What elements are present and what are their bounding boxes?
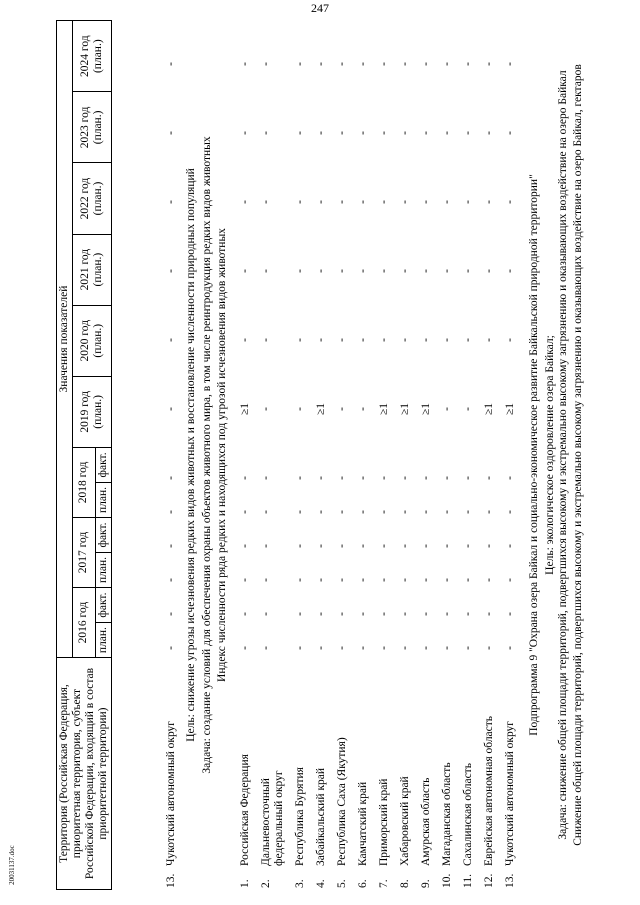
table-row bbox=[333, 20, 354, 890]
row-number: 13. bbox=[503, 873, 516, 888]
value-cell: - bbox=[165, 269, 177, 273]
table-row bbox=[162, 20, 183, 890]
value-cell: - bbox=[335, 338, 348, 342]
value-cell: - bbox=[314, 646, 327, 650]
row-territory: Магаданская область bbox=[440, 762, 453, 866]
table-row bbox=[480, 20, 501, 890]
year-header-2023: 2023 год (план.) bbox=[72, 92, 111, 163]
row-number: 7. bbox=[377, 879, 390, 888]
value-cell: - bbox=[165, 578, 177, 582]
value-cell: - bbox=[293, 646, 306, 650]
row-territory: Приморский край bbox=[377, 778, 390, 866]
goal-line: Цель: снижение угрозы исчезновения редких видов животных и восстановление численности природных популяций bbox=[185, 168, 197, 742]
value-cell: - bbox=[461, 578, 474, 582]
value-cell: - bbox=[314, 62, 327, 66]
value-cell: - bbox=[259, 578, 272, 582]
value-cell: ≥1 bbox=[482, 402, 495, 416]
value-cell: - bbox=[419, 200, 432, 204]
value-cell: - bbox=[356, 131, 369, 135]
value-cell: - bbox=[356, 510, 369, 514]
value-cell: - bbox=[314, 200, 327, 204]
value-cell: - bbox=[461, 131, 474, 135]
value-cell: - bbox=[259, 612, 272, 616]
value-cell: - bbox=[377, 269, 390, 273]
row-territory: Чукотский автономный округ bbox=[165, 720, 177, 866]
value-cell: - bbox=[335, 131, 348, 135]
goal2-line: Цель: экологическое оздоровление озера Байкал; bbox=[543, 335, 556, 575]
value-cell: - bbox=[398, 200, 411, 204]
value-cell: - bbox=[419, 646, 432, 650]
row-number: 11. bbox=[461, 874, 474, 888]
value-cell: - bbox=[259, 476, 272, 480]
value-cell: - bbox=[503, 476, 516, 480]
value-cell: - bbox=[398, 510, 411, 514]
row-number: 2. bbox=[259, 879, 272, 888]
value-cell: - bbox=[377, 476, 390, 480]
value-cell: - bbox=[238, 269, 251, 273]
value-cell: - bbox=[419, 338, 432, 342]
value-cell: - bbox=[238, 62, 251, 66]
row-territory: Хабаровский край bbox=[398, 776, 411, 866]
table-row bbox=[459, 20, 480, 890]
year-header-2016: 2016 год bbox=[72, 588, 95, 658]
value-cell: - bbox=[440, 62, 453, 66]
value-cell: - bbox=[314, 269, 327, 273]
row-number: 9. bbox=[419, 879, 432, 888]
row-number: 8. bbox=[398, 879, 411, 888]
value-cell: - bbox=[238, 476, 251, 480]
value-cell: - bbox=[398, 338, 411, 342]
row-territory: Чукотский автономный округ bbox=[503, 720, 516, 866]
value-cell: - bbox=[259, 269, 272, 273]
value-cell: - bbox=[356, 269, 369, 273]
value-cell: - bbox=[398, 269, 411, 273]
page-number: 247 bbox=[311, 1, 329, 15]
value-cell: - bbox=[440, 476, 453, 480]
value-cell: - bbox=[482, 338, 495, 342]
value-cell: ≥1 bbox=[377, 402, 390, 416]
year-header-2017: 2017 год bbox=[72, 517, 95, 587]
table-row bbox=[257, 20, 291, 890]
value-cell: - bbox=[482, 544, 495, 548]
value-cell: - bbox=[293, 578, 306, 582]
value-cell: - bbox=[293, 476, 306, 480]
task-line: Задача: создание условий для обеспечения охраны объектов животного мира, в том числе реинтродукция редких видов животных bbox=[200, 136, 213, 774]
value-cell: - bbox=[377, 62, 390, 66]
value-cell: - bbox=[335, 200, 348, 204]
value-cell: - bbox=[377, 612, 390, 616]
value-cell: - bbox=[503, 200, 516, 204]
value-cell: - bbox=[238, 131, 251, 135]
value-cell: - bbox=[165, 338, 177, 342]
value-cell: - bbox=[238, 510, 251, 514]
value-cell: - bbox=[356, 476, 369, 480]
value-cell: - bbox=[419, 476, 432, 480]
value-cell: - bbox=[503, 578, 516, 582]
value-cell: ≥1 bbox=[238, 402, 251, 416]
value-cell: - bbox=[335, 646, 348, 650]
table-row bbox=[312, 20, 333, 890]
value-cell: - bbox=[259, 407, 272, 411]
value-cell: - bbox=[356, 200, 369, 204]
value-cell: - bbox=[419, 612, 432, 616]
value-cell: - bbox=[503, 131, 516, 135]
row-territory: Российская Федерация bbox=[238, 754, 251, 866]
plan-header: план. bbox=[95, 482, 111, 517]
fact-header: факт. bbox=[95, 588, 111, 623]
value-cell: - bbox=[165, 510, 177, 514]
value-cell: - bbox=[398, 646, 411, 650]
table-row bbox=[354, 20, 375, 890]
value-cell: - bbox=[503, 544, 516, 548]
row-territory: Дальневосточный федеральный округ bbox=[259, 770, 285, 866]
value-cell: - bbox=[440, 612, 453, 616]
value-cell: - bbox=[503, 338, 516, 342]
value-cell: - bbox=[377, 578, 390, 582]
value-cell: - bbox=[238, 646, 251, 650]
rotated-table-area bbox=[56, 20, 628, 890]
value-cell: - bbox=[356, 544, 369, 548]
value-cell: - bbox=[335, 578, 348, 582]
value-cell: - bbox=[377, 338, 390, 342]
year-header-2019: 2019 год (план.) bbox=[72, 376, 111, 447]
value-cell: - bbox=[314, 578, 327, 582]
value-cell: - bbox=[165, 62, 177, 66]
value-cell: - bbox=[482, 131, 495, 135]
value-cell: - bbox=[165, 544, 177, 548]
value-cell: - bbox=[259, 200, 272, 204]
year-header-2024: 2024 год (план.) bbox=[72, 21, 111, 92]
fact-header: факт. bbox=[95, 517, 111, 552]
value-cell: - bbox=[398, 476, 411, 480]
value-cell: - bbox=[419, 269, 432, 273]
value-cell: - bbox=[259, 131, 272, 135]
row-number: 6. bbox=[356, 879, 369, 888]
value-cell: - bbox=[293, 200, 306, 204]
value-cell: - bbox=[503, 269, 516, 273]
row-number: 10. bbox=[440, 873, 453, 888]
year-header-2020: 2020 год (план.) bbox=[72, 305, 111, 376]
row-number: 1. bbox=[238, 879, 251, 888]
value-cell: - bbox=[356, 338, 369, 342]
value-cell: - bbox=[293, 131, 306, 135]
value-cell: - bbox=[482, 200, 495, 204]
value-cell: - bbox=[377, 200, 390, 204]
value-cell: - bbox=[314, 476, 327, 480]
value-cell: - bbox=[293, 62, 306, 66]
value-cell: - bbox=[356, 612, 369, 616]
value-cell: - bbox=[440, 200, 453, 204]
value-cell: - bbox=[440, 269, 453, 273]
value-cell: - bbox=[165, 200, 177, 204]
value-cell: - bbox=[398, 612, 411, 616]
value-cell: - bbox=[419, 578, 432, 582]
value-cell: - bbox=[238, 544, 251, 548]
table-row bbox=[375, 20, 396, 890]
value-cell: - bbox=[440, 407, 453, 411]
row-number: 13. bbox=[165, 873, 177, 888]
value-cell: - bbox=[165, 646, 177, 650]
value-cell: - bbox=[377, 510, 390, 514]
value-cell: - bbox=[165, 131, 177, 135]
row-territory: Сахалинская область bbox=[461, 763, 474, 866]
value-cell: - bbox=[398, 131, 411, 135]
index-title: Индекс численности ряда редких и находящихся под угрозой исчезновения видов животных bbox=[216, 228, 229, 682]
table-body bbox=[162, 20, 586, 890]
row-territory: Камчатский край bbox=[356, 781, 369, 866]
table-row bbox=[417, 20, 438, 890]
value-cell: - bbox=[356, 578, 369, 582]
row-territory: Республика Бурятия bbox=[293, 767, 306, 866]
row-territory: Забайкальский край bbox=[314, 767, 327, 866]
row-number: 3. bbox=[293, 879, 306, 888]
value-cell: - bbox=[356, 62, 369, 66]
value-cell: - bbox=[482, 612, 495, 616]
value-cell: - bbox=[461, 269, 474, 273]
value-cell: - bbox=[335, 269, 348, 273]
value-cell: - bbox=[335, 476, 348, 480]
value-cell: - bbox=[259, 510, 272, 514]
year-header-2021: 2021 год (план.) bbox=[72, 234, 111, 305]
value-cell: - bbox=[503, 646, 516, 650]
value-cell: - bbox=[335, 544, 348, 548]
value-cell: - bbox=[482, 62, 495, 66]
value-cell: - bbox=[461, 510, 474, 514]
value-cell: - bbox=[440, 510, 453, 514]
plan-header: план. bbox=[95, 553, 111, 588]
value-cell: - bbox=[461, 476, 474, 480]
table-row bbox=[291, 20, 312, 890]
value-cell: - bbox=[356, 407, 369, 411]
value-cell: ≥1 bbox=[398, 402, 411, 416]
value-cell: - bbox=[461, 407, 474, 411]
value-cell: - bbox=[165, 407, 177, 411]
value-cell: - bbox=[482, 476, 495, 480]
row-territory: Еврейская автономная область bbox=[482, 715, 495, 866]
row-number: 5. bbox=[335, 879, 348, 888]
year-header-2018: 2018 год bbox=[72, 447, 95, 517]
value-cell: - bbox=[293, 338, 306, 342]
value-cell: - bbox=[482, 510, 495, 514]
value-cell: - bbox=[440, 578, 453, 582]
value-cell: - bbox=[419, 510, 432, 514]
value-cell: - bbox=[259, 646, 272, 650]
value-cell: - bbox=[398, 544, 411, 548]
subprogram-title: Подпрограмма 9 "Охрана озера Байкал и социально-экономическое развитие Байкальской природной территории" bbox=[527, 174, 540, 736]
value-cell: - bbox=[238, 612, 251, 616]
table-row bbox=[396, 20, 417, 890]
value-cell: - bbox=[377, 544, 390, 548]
value-cell: - bbox=[482, 646, 495, 650]
value-cell: - bbox=[314, 131, 327, 135]
value-cell: - bbox=[293, 407, 306, 411]
value-cell: - bbox=[503, 62, 516, 66]
fact-header: факт. bbox=[95, 447, 111, 482]
value-cell: - bbox=[503, 612, 516, 616]
task2-line: Задача: снижение общей площади территорий, подвергшихся высокому и экстремально высокому загрязнению и оказывающих воздействие на озеро Байкал bbox=[557, 70, 570, 840]
value-cell: - bbox=[419, 544, 432, 548]
indicator2-title: Снижение общей площади территорий, подвергшихся высокому и экстремально высокому загрязнению и оказывающих воздействие на озеро Байкал, гектаров bbox=[571, 64, 584, 846]
table-row bbox=[236, 20, 257, 890]
row-number: 4. bbox=[314, 879, 327, 888]
value-cell: - bbox=[440, 338, 453, 342]
value-cell: - bbox=[293, 612, 306, 616]
value-cell: - bbox=[398, 62, 411, 66]
values-header: Значения показателей bbox=[57, 21, 73, 658]
value-cell: - bbox=[314, 510, 327, 514]
value-cell: - bbox=[482, 269, 495, 273]
value-cell: - bbox=[293, 544, 306, 548]
table-row bbox=[438, 20, 459, 890]
value-cell: - bbox=[377, 646, 390, 650]
value-cell: - bbox=[461, 544, 474, 548]
document-reference: 20031137.doc bbox=[8, 845, 16, 885]
value-cell: - bbox=[461, 200, 474, 204]
value-cell: - bbox=[440, 544, 453, 548]
value-cell: - bbox=[377, 131, 390, 135]
value-cell: - bbox=[314, 612, 327, 616]
indicator-rows bbox=[236, 20, 522, 890]
plan-header: план. bbox=[95, 623, 111, 658]
value-cell: - bbox=[335, 62, 348, 66]
year-header-2022: 2022 год (план.) bbox=[72, 163, 111, 234]
value-cell: - bbox=[335, 510, 348, 514]
table-row bbox=[501, 20, 522, 890]
value-cell: - bbox=[259, 544, 272, 548]
row-territory: Республика Саха (Якутия) bbox=[335, 737, 348, 866]
value-cell: - bbox=[356, 646, 369, 650]
territory-header: Территория (Российская Федерация, приоритетная территория, субъект Российской Федерации, входящий в состав приоритетной территории) bbox=[57, 658, 112, 890]
value-cell: - bbox=[440, 646, 453, 650]
value-cell: - bbox=[293, 510, 306, 514]
value-cell: - bbox=[293, 269, 306, 273]
value-cell: - bbox=[238, 200, 251, 204]
value-cell: - bbox=[314, 544, 327, 548]
indicator-table-header bbox=[56, 20, 112, 890]
value-cell: - bbox=[461, 646, 474, 650]
value-cell: - bbox=[419, 131, 432, 135]
value-cell: - bbox=[461, 338, 474, 342]
value-cell: - bbox=[461, 62, 474, 66]
value-cell: - bbox=[461, 612, 474, 616]
value-cell: - bbox=[238, 578, 251, 582]
value-cell: ≥1 bbox=[503, 402, 516, 416]
value-cell: - bbox=[440, 131, 453, 135]
value-cell: - bbox=[335, 407, 348, 411]
value-cell: - bbox=[259, 338, 272, 342]
value-cell: ≥1 bbox=[419, 402, 432, 416]
value-cell: - bbox=[482, 578, 495, 582]
row-number: 12. bbox=[482, 873, 495, 888]
value-cell: - bbox=[238, 338, 251, 342]
value-cell: ≥1 bbox=[314, 402, 327, 416]
value-cell: - bbox=[259, 62, 272, 66]
value-cell: - bbox=[503, 510, 516, 514]
value-cell: - bbox=[335, 612, 348, 616]
value-cell: - bbox=[165, 476, 177, 480]
value-cell: - bbox=[165, 612, 177, 616]
value-cell: - bbox=[314, 338, 327, 342]
value-cell: - bbox=[419, 62, 432, 66]
row-territory: Амурская область bbox=[419, 777, 432, 866]
value-cell: - bbox=[398, 578, 411, 582]
